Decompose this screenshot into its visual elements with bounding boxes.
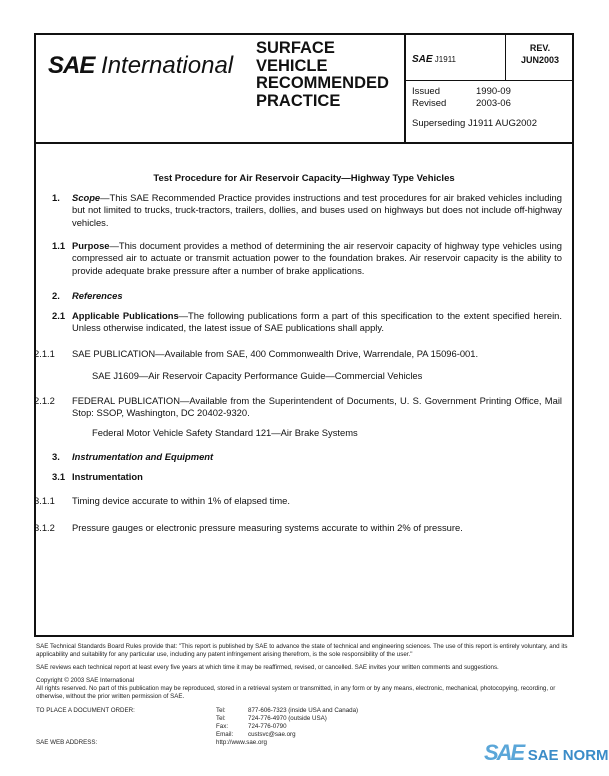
- doc-type-line: PRACTICE: [256, 91, 341, 110]
- section-paragraph: [34, 495, 562, 507]
- rev-value: JUN2003: [520, 55, 560, 65]
- revised-label: Revised: [412, 98, 447, 109]
- doc-number-logo: SAE: [412, 54, 433, 65]
- section-paragraph: [52, 310, 562, 335]
- section-paragraph: [34, 370, 544, 382]
- section-number: 2.1.1: [34, 348, 55, 359]
- section-number: 3.1: [52, 471, 66, 482]
- section-text: SAE PUBLICATION—Available from SAE, 400 Commonwealth Drive, Warrendale, PA 15096-001.: [72, 348, 479, 359]
- doc-type-line: VEHICLE: [256, 56, 328, 75]
- rev-label: REV.: [529, 43, 551, 53]
- section-heading: Applicable Publications: [72, 310, 179, 321]
- contact-key: Email:: [216, 731, 234, 738]
- section-paragraph: [34, 348, 562, 360]
- section-text: —This SAE Recommended Practice provides instructions and test procedures for air braked vehicles including but not limited to trucks, truck-tractors, trailers, dollies, and buses used on highways but does not include off-highway vehicles.: [72, 192, 562, 228]
- sae-logo: SAE International: [48, 52, 234, 79]
- divider: [34, 142, 574, 144]
- doc-number-value: J1911: [434, 55, 456, 64]
- section-number: 3.1.2: [34, 522, 55, 533]
- doc-type-line: SURFACE: [256, 39, 335, 57]
- contact-list: [216, 707, 516, 747]
- contact-key: Tel:: [216, 715, 226, 722]
- section-paragraph: [34, 522, 562, 534]
- section-text: Timing device accurate to within 1% of elapsed time.: [72, 495, 290, 506]
- section-paragraph: [34, 427, 544, 439]
- section-number: 1.1: [52, 240, 66, 251]
- contact-value: 877-606-7323 (inside USA and Canada): [248, 707, 359, 714]
- section-heading: References: [72, 290, 123, 301]
- section-paragraph: [52, 240, 562, 277]
- section-paragraph: [52, 290, 562, 302]
- section-heading: Instrumentation: [72, 471, 143, 482]
- section-number: 3.: [52, 451, 60, 462]
- section-paragraph: [52, 471, 562, 483]
- divider: [404, 33, 406, 143]
- footer-rights: All rights reserved. No part of this publication may be reproduced, stored in a retrieval system or transmitted, in any form or by any means, electronic, mechanical, photocopying, recording, or otherwise, without the prior written permission of SAE.: [36, 685, 556, 700]
- divider: [505, 33, 506, 81]
- revised-value: 2003-06: [476, 98, 511, 109]
- section-paragraph: [34, 395, 562, 420]
- watermark-text: SAE NORM: [527, 747, 609, 764]
- sae-norm-watermark: [484, 740, 609, 766]
- contact-key: Tel:: [216, 707, 226, 714]
- section-text: SAE J1609—Air Reservoir Capacity Performance Guide—Commercial Vehicles: [92, 370, 423, 381]
- web-address[interactable]: http://www.sae.org: [216, 739, 267, 746]
- section-number: 3.1.1: [34, 495, 55, 506]
- section-text: —This document provides a method of determining the air reservoir capacity of highway type vehicles using compressed air to actuate or transmit actuation power to the foundation brakes. Air reservoir capacity is the ability to provide adequate brake pressure after a number of brake applications.: [72, 240, 562, 276]
- section-number: 2.1.2: [34, 395, 55, 406]
- sae-watermark-logo: SAE: [484, 740, 524, 765]
- revision: [508, 42, 572, 66]
- section-heading: Purpose: [72, 240, 110, 251]
- section-text: Federal Motor Vehicle Safety Standard 121—Air Brake Systems: [92, 427, 358, 438]
- section-number: 2.1: [52, 310, 66, 321]
- footer-rules: SAE Technical Standards Board Rules provide that: "This report is published by SAE to advance the state of technical and engineering sciences. The use of this report is entirely voluntary, and its applicability and suitability for any particular use, including any patent infringement arising therefrom, is the sole responsibility of the user.": [36, 643, 568, 658]
- contact-value: custsvc@sae.org: [248, 731, 296, 738]
- document-type: [256, 40, 389, 110]
- order-label: TO PLACE A DOCUMENT ORDER:: [36, 707, 135, 714]
- footer-reviews: SAE reviews each technical report at least every five years at which time it may be reaffirmed, revised, or cancelled. SAE invites your written comments and suggestions.: [36, 664, 499, 671]
- section-paragraph: [52, 192, 562, 229]
- contact-key: Fax:: [216, 723, 229, 730]
- divider: [404, 80, 574, 81]
- superseding: Superseding J1911 AUG2002: [412, 118, 537, 129]
- section-number: 1.: [52, 192, 60, 203]
- document-title: Test Procedure for Air Reservoir Capacity—Highway Type Vehicles: [153, 173, 455, 184]
- section-text: Pressure gauges or electronic pressure measuring systems accurate to within 2% of pressure.: [72, 522, 463, 533]
- doc-number: [412, 54, 456, 65]
- issue-info: [412, 86, 537, 130]
- contact-value: 724-776-4970 (outside USA): [248, 715, 327, 722]
- section-heading: Instrumentation and Equipment: [72, 451, 214, 462]
- section-text: FEDERAL PUBLICATION—Available from the Superintendent of Documents, U. S. Government Printing Office, Mail Stop: SSOP, Washington, DC 20402-9320.: [72, 395, 562, 419]
- web-label: SAE WEB ADDRESS:: [36, 739, 98, 746]
- doc-type-line: RECOMMENDED: [256, 74, 389, 92]
- section-paragraph: [52, 451, 562, 463]
- section-heading: Scope: [72, 192, 101, 203]
- section-text: —The following publications form a part of this specification to the extent specified herein. Unless otherwise indicated, the latest issue of SAE publications shall apply.: [72, 310, 562, 334]
- section-number: 2.: [52, 290, 60, 301]
- contact-value: 724-776-0790: [248, 723, 287, 730]
- issued-label: Issued: [412, 86, 440, 97]
- footer-copyright: Copyright © 2003 SAE International: [36, 677, 135, 684]
- issued-value: 1990-09: [476, 86, 511, 97]
